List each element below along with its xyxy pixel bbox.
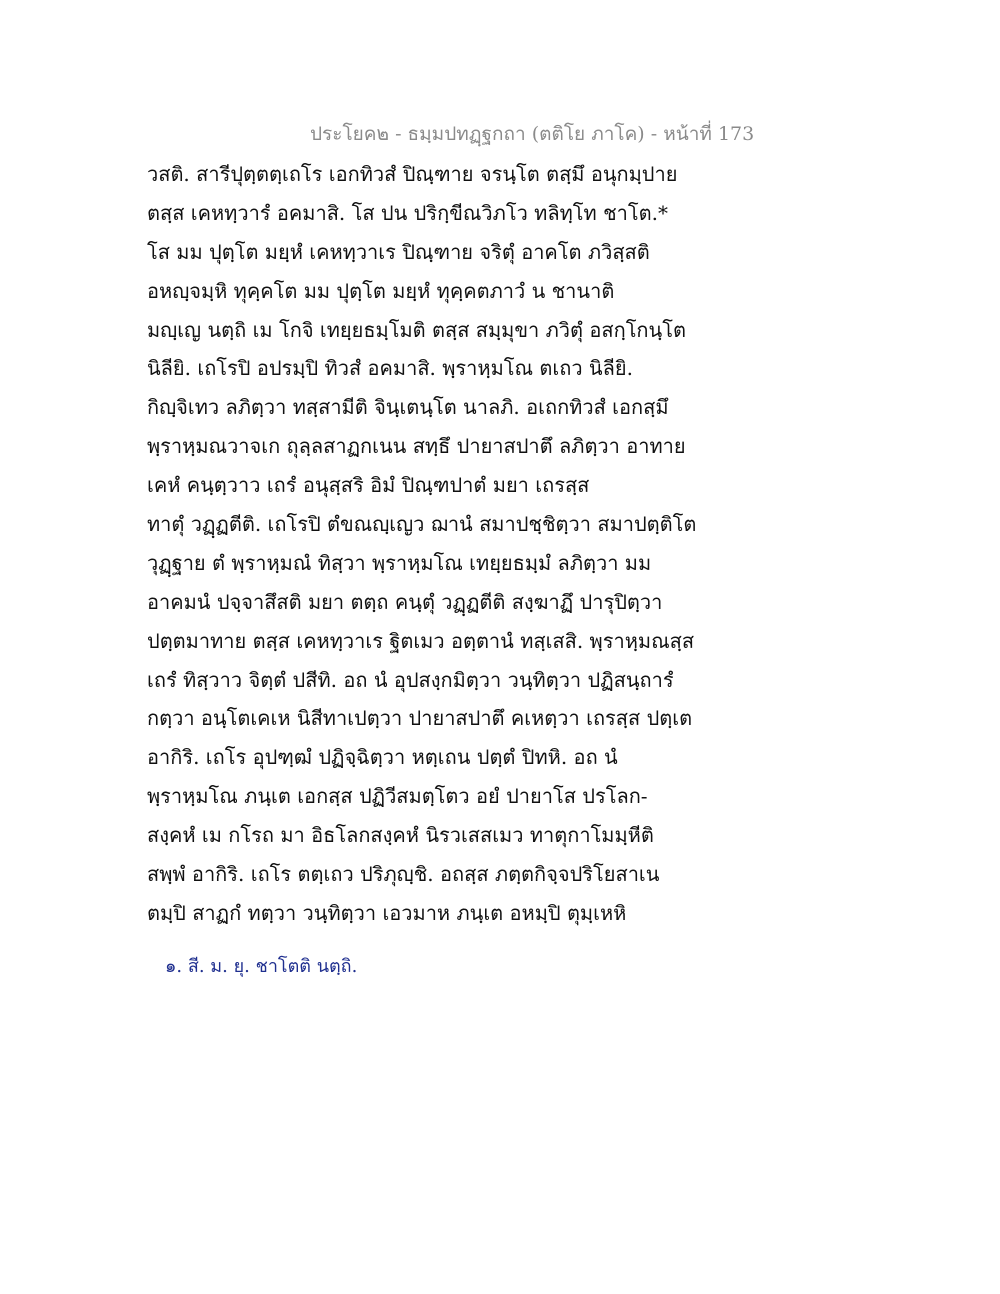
- text-line: มญฺเญ นตฺถิ เม โกจิ เทยฺยธมฺโมติ ตสฺส สมฺมุขา ภวิตุํ อสกฺโกนฺโต: [147, 317, 686, 342]
- text-line: ตสฺส เคหทฺวารํ อคมาสิ. โส ปน ปริกฺขีณวิภโว ทลิทฺโท ชาโต.*: [147, 200, 668, 225]
- text-line: ตมฺปิ สาฏกํ ทตฺวา วนฺทิตฺวา เอวมาห ภนฺเต อหมฺปิ ตุมฺเหหิ: [147, 900, 627, 925]
- text-line: สงฺคหํ เม กโรถ มา อิธโลกสงฺคหํ นิรวเสสเมว ทาตุกาโมมฺหีติ: [147, 823, 654, 848]
- body-text: [147, 155, 707, 933]
- text-line: กตฺวา อนฺโตเคเห นิสีทาเปตฺวา ปายาสปาตึ คเหตฺวา เถรสฺส ปตฺเต: [147, 706, 693, 731]
- text-line: พฺราหฺมโณ ภนฺเต เอกสฺส ปฏิวีสมตฺโตว อยํ ปายาโส ปรโลก-: [147, 784, 648, 809]
- text-line: ปตฺตมาทาย ตสฺส เคหทฺวาเร ฐิตเมว อตฺตานํ ทสฺเสสิ. พฺราหฺมณสฺส: [147, 628, 695, 653]
- text-line: อหญฺจมฺหิ ทุคฺคโต มม ปุตฺโต มยฺหํ ทุคฺคตภาวํ น ชานาติ: [147, 278, 615, 303]
- text-line: เคหํ คนฺตฺวาว เถรํ อนุสฺสริ อิมํ ปิณฺฑปาตํ มยา เถรสฺส: [147, 473, 590, 498]
- footnote: ๑. สี. ม. ยุ. ชาโตติ นตฺถิ.: [165, 956, 358, 977]
- text-line: โส มม ปุตฺโต มยฺหํ เคหทฺวาเร ปิณฺฑาย จริตุํ อาคโต ภวิสฺสติ: [147, 239, 650, 264]
- text-line: ทาตุํ วฏฺฏตีติ. เถโรปิ ตํขณญฺเญว ฌานํ สมาปชฺชิตฺวา สมาปตฺติโต: [147, 512, 697, 537]
- page-header: ประโยค๒ - ธมฺมปทฏฺฐกถา (ตติโย ภาโค) - หน้าที่ 173: [310, 123, 755, 145]
- text-line: กิญฺจิเทว ลภิตฺวา ทสฺสามีติ จินฺเตนฺโต นาลภิ. อเถกทิวสํ เอกสฺมึ: [147, 395, 669, 420]
- text-line: นิลียิ. เถโรปิ อปรมฺปิ ทิวสํ อคมาสิ. พฺราหฺมโณ ตเถว นิลียิ.: [147, 356, 633, 381]
- text-line: อากิริ. เถโร อุปฑฺฒํ ปฏิจฺฉิตฺวา หตฺเถน ปตฺตํ ปิทหิ. อถ นํ: [147, 745, 618, 770]
- text-line: พฺราหฺมณวาจเก ถุลฺลสาฏกเนน สทฺธึ ปายาสปาตึ ลภิตฺวา อาทาย: [147, 434, 686, 459]
- text-line: เถรํ ทิสฺวาว จิตฺตํ ปสีทิ. อถ นํ อุปสงฺกมิตฺวา วนฺทิตฺวา ปฏิสนฺถารํ: [147, 667, 674, 692]
- text-line: วสติ. สารีปุตฺตตฺเถโร เอกทิวสํ ปิณฺฑาย จรนฺโต ตสฺมึ อนุกมฺปาย: [147, 162, 678, 186]
- text-line: วุฏฺฐาย ตํ พฺราหฺมณํ ทิสฺวา พฺราหฺมโณ เทยฺยธมฺมํ ลภิตฺวา มม: [147, 550, 652, 575]
- text-line: สพฺพํ อากิริ. เถโร ตตฺเถว ปริภุญฺชิ. อถสฺส ภตฺตกิจฺจปริโยสาเน: [147, 862, 660, 887]
- text-line: อาคมนํ ปจฺจาสึสติ มยา ตตฺถ คนฺตุํ วฏฺฏตีติ สงฺฆาฏึ ปารุปิตฺวา: [147, 589, 663, 614]
